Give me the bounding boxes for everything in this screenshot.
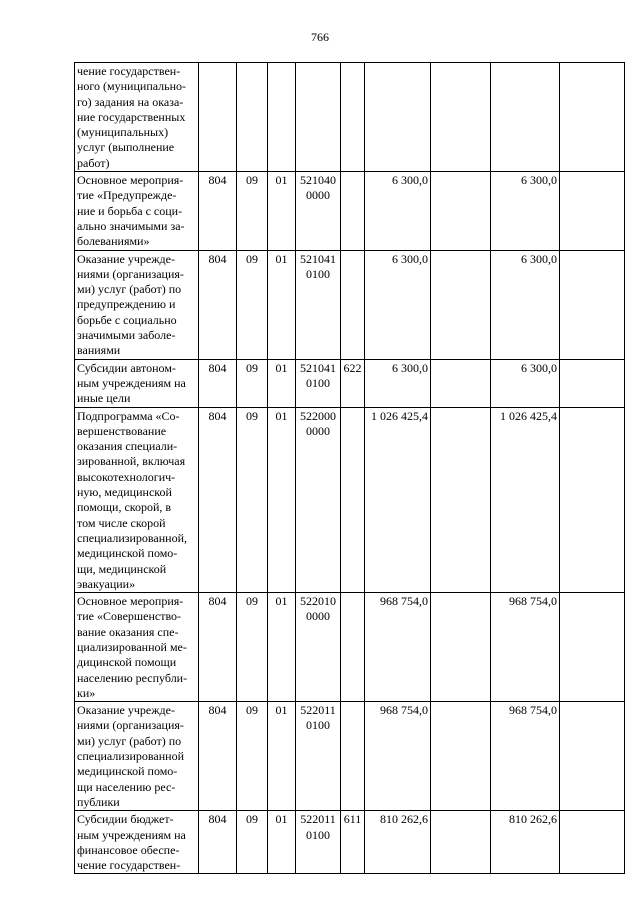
ministry-code: 804 xyxy=(199,359,237,407)
target-article-code: 521040 0000 xyxy=(296,172,341,250)
row-name: Оказание учрежде- ниями (организация- ми) услуг (работ) по предупреждению и борьбе с социально значимыми заболе- ваниями xyxy=(75,250,199,359)
section-code: 09 xyxy=(237,172,268,250)
expense-type-code xyxy=(341,593,365,702)
column-7-amount xyxy=(431,702,491,811)
target-article-code: 522000 0000 xyxy=(296,407,341,593)
target-article-code: 521041 0100 xyxy=(296,250,341,359)
column-7-amount xyxy=(431,811,491,874)
section-code: 09 xyxy=(237,811,268,874)
ministry-code: 804 xyxy=(199,702,237,811)
column-9-amount xyxy=(560,702,625,811)
row-name: Основное мероприя- тие «Предупрежде- ние и борьба с соци- ально значимыми за- болеваниями» xyxy=(75,172,199,250)
column-7-amount xyxy=(431,407,491,593)
ministry-code: 804 xyxy=(199,250,237,359)
expense-type-code xyxy=(341,250,365,359)
column-8-amount: 6 300,0 xyxy=(491,359,560,407)
table-row xyxy=(75,250,625,359)
column-7-amount xyxy=(431,250,491,359)
total-amount: 968 754,0 xyxy=(365,593,431,702)
page-number: 766 xyxy=(311,30,329,44)
column-9-amount xyxy=(560,593,625,702)
ministry-code: 804 xyxy=(199,593,237,702)
row-name: Подпрограмма «Со- вершенствование оказания специали- зированной, включая высокотехнологич- ную, медицинской помощи, скорой, в том числе скорой специализированной, медицинской помо- щи, медицинской эвакуации» xyxy=(75,407,199,593)
table-row xyxy=(75,63,625,172)
section-code: 09 xyxy=(237,407,268,593)
target-article-code: 521041 0100 xyxy=(296,359,341,407)
row-name: Основное мероприя- тие «Совершенство- вание оказания спе- циализированной ме- дицинской помощи населению республи- ки» xyxy=(75,593,199,702)
target-article-code xyxy=(296,63,341,172)
column-9-amount xyxy=(560,359,625,407)
target-article-code: 522011 0100 xyxy=(296,702,341,811)
section-code: 09 xyxy=(237,250,268,359)
column-8-amount: 968 754,0 xyxy=(491,702,560,811)
subsection-code: 01 xyxy=(268,172,296,250)
subsection-code: 01 xyxy=(268,811,296,874)
column-7-amount xyxy=(431,359,491,407)
column-8-amount: 968 754,0 xyxy=(491,593,560,702)
table-row xyxy=(75,593,625,702)
row-name: Субсидии автоном- ным учреждениям на иные цели xyxy=(75,359,199,407)
subsection-code: 01 xyxy=(268,407,296,593)
column-7-amount xyxy=(431,593,491,702)
subsection-code xyxy=(268,63,296,172)
row-name: Субсидии бюджет- ным учреждениям на финансовое обеспе- чение государствен- xyxy=(75,811,199,874)
row-name: Оказание учрежде- ниями (организация- ми) услуг (работ) по специализированной медицинской помо- щи населению рес- публики xyxy=(75,702,199,811)
expense-type-code xyxy=(341,172,365,250)
target-article-code: 522010 0000 xyxy=(296,593,341,702)
subsection-code: 01 xyxy=(268,359,296,407)
expense-type-code xyxy=(341,407,365,593)
ministry-code xyxy=(199,63,237,172)
table-row xyxy=(75,811,625,874)
column-9-amount xyxy=(560,407,625,593)
section-code: 09 xyxy=(237,702,268,811)
column-7-amount xyxy=(431,172,491,250)
expense-type-code xyxy=(341,63,365,172)
expense-type-code: 611 xyxy=(341,811,365,874)
ministry-code: 804 xyxy=(199,407,237,593)
column-9-amount xyxy=(560,250,625,359)
column-8-amount: 810 262,6 xyxy=(491,811,560,874)
subsection-code: 01 xyxy=(268,702,296,811)
budget-table xyxy=(74,62,625,874)
column-8-amount: 6 300,0 xyxy=(491,250,560,359)
column-8-amount: 6 300,0 xyxy=(491,172,560,250)
column-9-amount xyxy=(560,172,625,250)
ministry-code: 804 xyxy=(199,811,237,874)
ministry-code: 804 xyxy=(199,172,237,250)
total-amount: 6 300,0 xyxy=(365,359,431,407)
section-code xyxy=(237,63,268,172)
row-name: чение государствен- ного (муниципально- го) задания на оказа- ние государственных (муниципальных) услуг (выполнение работ) xyxy=(75,63,199,172)
column-7-amount xyxy=(431,63,491,172)
subsection-code: 01 xyxy=(268,593,296,702)
section-code: 09 xyxy=(237,359,268,407)
expense-type-code: 622 xyxy=(341,359,365,407)
total-amount: 6 300,0 xyxy=(365,172,431,250)
column-9-amount xyxy=(560,811,625,874)
table-row xyxy=(75,702,625,811)
table-row xyxy=(75,359,625,407)
total-amount: 6 300,0 xyxy=(365,250,431,359)
column-8-amount xyxy=(491,63,560,172)
total-amount: 1 026 425,4 xyxy=(365,407,431,593)
total-amount: 968 754,0 xyxy=(365,702,431,811)
target-article-code: 522011 0100 xyxy=(296,811,341,874)
table-row xyxy=(75,172,625,250)
column-9-amount xyxy=(560,63,625,172)
subsection-code: 01 xyxy=(268,250,296,359)
column-8-amount: 1 026 425,4 xyxy=(491,407,560,593)
section-code: 09 xyxy=(237,593,268,702)
expense-type-code xyxy=(341,702,365,811)
table-row xyxy=(75,407,625,593)
total-amount: 810 262,6 xyxy=(365,811,431,874)
total-amount xyxy=(365,63,431,172)
